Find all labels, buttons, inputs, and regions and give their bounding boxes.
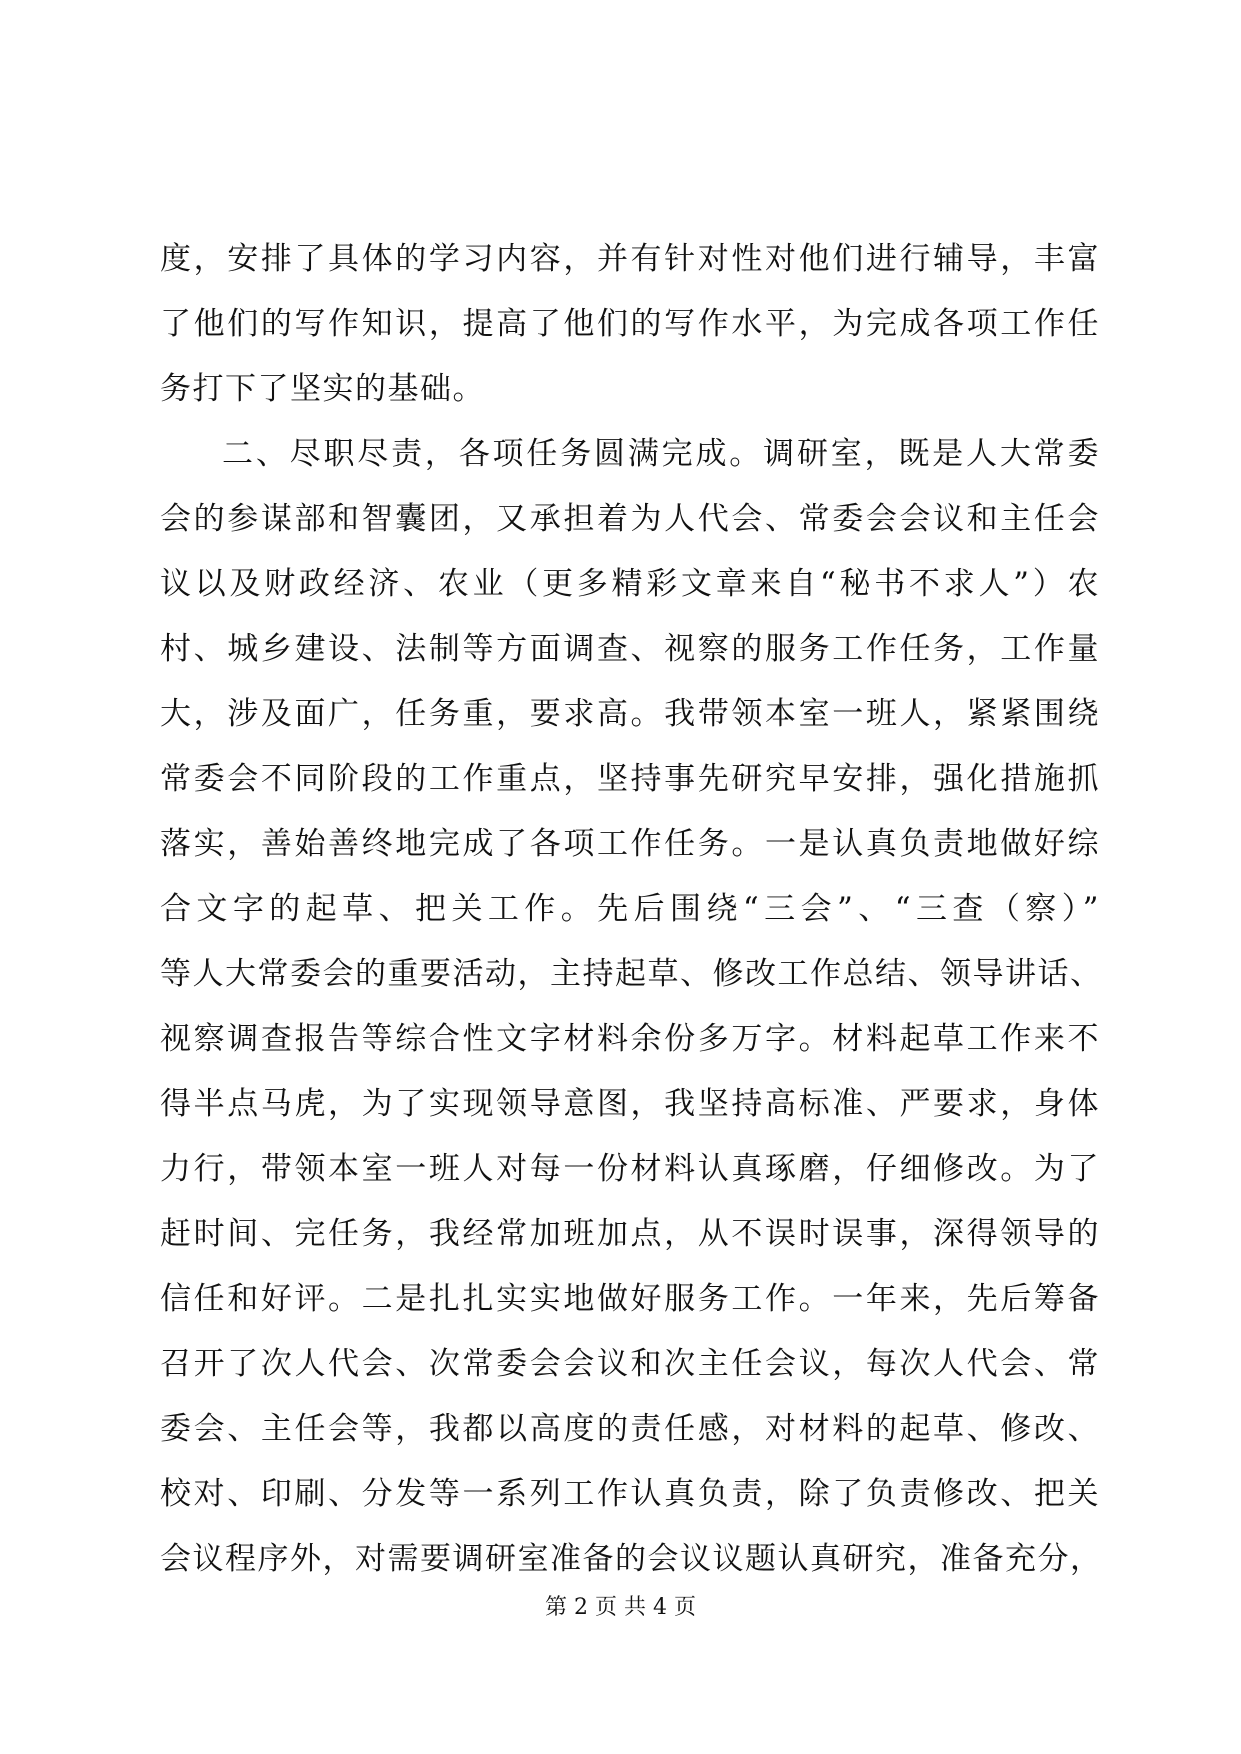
text-line: 二、尽职尽责，各项任务圆满完成。调研室，既是人大常委 (222, 436, 1100, 472)
text-line: 委会、主任会等，我都以高度的责任感，对材料的起草、修改、 (160, 1411, 1100, 1447)
text-line: 召开了次人代会、次常委会会议和次主任会议，每次人代会、常 (160, 1346, 1100, 1382)
text-line: 了他们的写作知识，提高了他们的写作水平，为完成各项工作任 (160, 306, 1100, 342)
text-line: 大，涉及面广，任务重，要求高。我带领本室一班人，紧紧围绕 (160, 696, 1100, 732)
text-line: 常委会不同阶段的工作重点，坚持事先研究早安排，强化措施抓 (160, 761, 1100, 797)
text-line: 议以及财政经济、农业（更多精彩文章来自“秘书不求人”）农 (160, 566, 1100, 602)
text-line: 会议程序外，对需要调研室准备的会议议题认真研究，准备充分， (160, 1541, 1103, 1577)
text-line: 赶时间、完任务，我经常加班加点，从不误时误事，深得领导的 (160, 1216, 1100, 1252)
text-line: 等人大常委会的重要活动，主持起草、修改工作总结、领导讲话、 (160, 956, 1103, 992)
paragraph-1 (160, 227, 1100, 422)
text-line: 村、城乡建设、法制等方面调查、视察的服务工作任务，工作量 (160, 631, 1100, 667)
text-line: 视察调查报告等综合性文字材料余份多万字。材料起草工作来不 (160, 1021, 1100, 1057)
text-line: 务打下了坚实的基础。 (160, 371, 485, 407)
text-line: 力行，带领本室一班人对每一份材料认真琢磨，仔细修改。为了 (160, 1151, 1100, 1187)
text-line: 会的参谋部和智囊团，又承担着为人代会、常委会会议和主任会 (160, 501, 1100, 537)
text-line: 度，安排了具体的学习内容，并有针对性对他们进行辅导，丰富 (160, 241, 1100, 277)
paragraph-2 (160, 422, 1103, 1592)
text-line: 信任和好评。二是扎扎实实地做好服务工作。一年来，先后筹备 (160, 1281, 1100, 1317)
text-line: 合文字的起草、把关工作。先后围绕“三会”、“三查（察）” (160, 891, 1100, 927)
text-line: 得半点马虎，为了实现领导意图，我坚持高标准、严要求，身体 (160, 1086, 1100, 1122)
page-footer (0, 1593, 1241, 1623)
page-number-label: 第 2 页 共 4 页 (545, 1595, 696, 1620)
text-line: 落实，善始善终地完成了各项工作任务。一是认真负责地做好综 (160, 826, 1100, 862)
document-body (160, 227, 1103, 1592)
text-line: 校对、印刷、分发等一系列工作认真负责，除了负责修改、把关 (160, 1476, 1100, 1512)
